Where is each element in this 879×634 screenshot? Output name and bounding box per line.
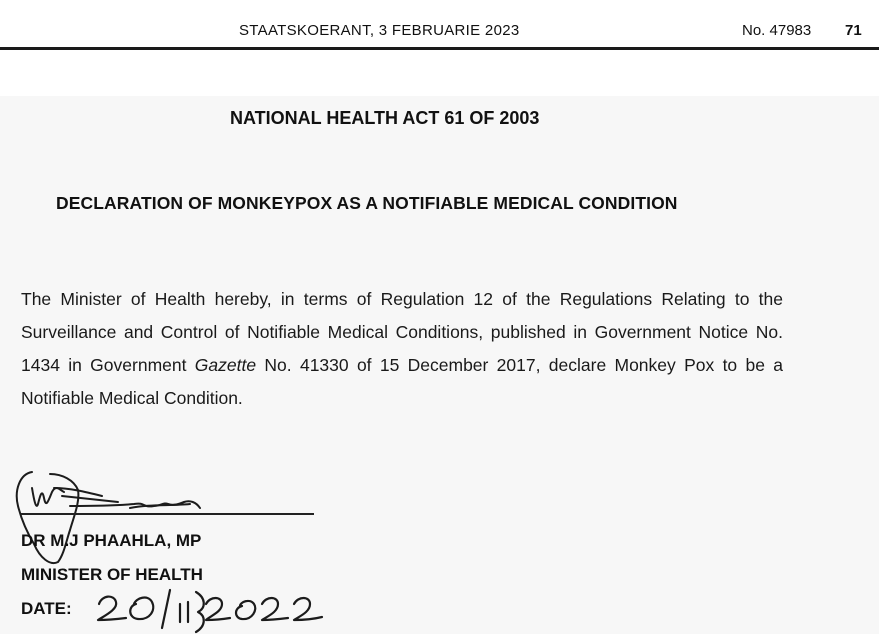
gazette-number: No. 47983	[742, 22, 812, 39]
notice-body-part-1: The Minister of Health hereby, in terms of Regulation 12 of the Regulations Relating to the Surveillance and Control of Notifiable Medical Conditions, published in Government Notice No. 1434 in Government	[21, 289, 783, 375]
signatory-role: MINISTER OF HEALTH	[21, 565, 203, 584]
declaration-title: DECLARATION OF MONKEYPOX AS A NOTIFIABLE MEDICAL CONDITION	[56, 193, 678, 213]
gazette-italic: Gazette	[194, 355, 257, 375]
notice-body	[21, 283, 783, 415]
signature-line	[21, 513, 314, 515]
date-label: DATE:	[21, 599, 72, 618]
act-title: NATIONAL HEALTH ACT 61 OF 2003	[230, 108, 540, 128]
notice-body-part-2: No. 41330 of 15 December 2017, declare Monkey Pox to be a Notifiable Medical Condition.	[21, 355, 783, 408]
signatory-name: DR M.J PHAAHLA, MP	[21, 531, 202, 550]
header-rule	[0, 47, 879, 50]
gazette-title: STAATSKOERANT, 3 FEBRUARIE 2023	[239, 22, 520, 39]
gazette-header	[0, 0, 879, 50]
handwritten-date	[98, 590, 322, 632]
page-number: 71	[845, 22, 862, 39]
